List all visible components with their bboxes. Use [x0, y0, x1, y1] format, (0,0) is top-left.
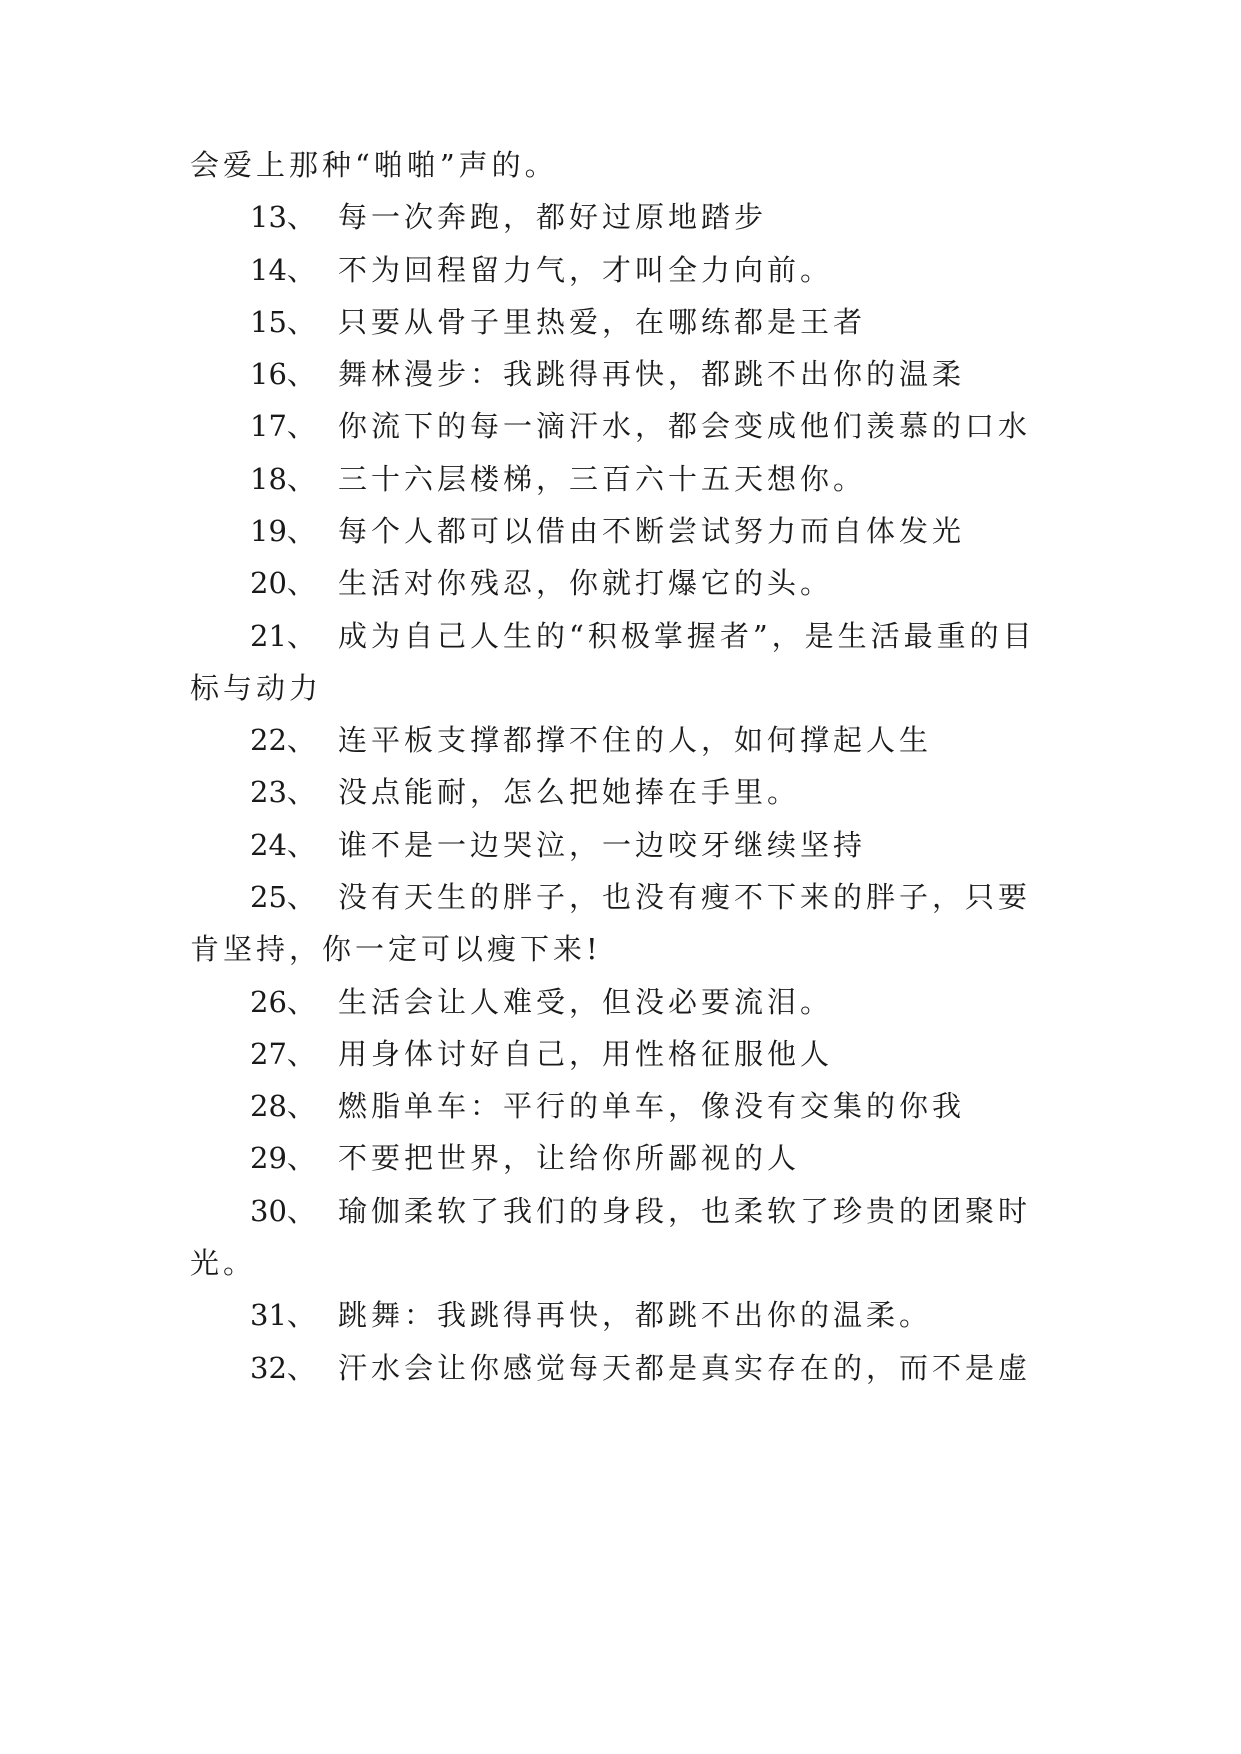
- item-number: 24、: [250, 828, 316, 862]
- item-number: 17、: [250, 409, 316, 443]
- item-text: 不为回程留力气，才叫全力向前。: [338, 253, 834, 287]
- item-number: 13、: [250, 200, 316, 234]
- item-text: 跳舞：我跳得再快，都跳不出你的温柔。: [338, 1298, 933, 1332]
- item-text: 舞林漫步：我跳得再快，都跳不出你的温柔: [338, 357, 966, 391]
- paragraph-continuation: 光。: [190, 1246, 257, 1280]
- item-text: 瑜伽柔软了我们的身段，也柔软了珍贵的团聚时: [338, 1194, 1032, 1228]
- item-number: 25、: [250, 880, 316, 914]
- item-text: 生活对你残忍，你就打爆它的头。: [338, 566, 834, 600]
- item-text: 只要从骨子里热爱，在哪练都是王者: [338, 305, 867, 339]
- item-number: 29、: [250, 1141, 316, 1175]
- item-number: 22、: [250, 723, 316, 757]
- item-number: 27、: [250, 1037, 316, 1071]
- item-text: 连平板支撑都撑不住的人，如何撑起人生: [338, 723, 933, 757]
- item-number: 21、: [250, 619, 316, 653]
- item-number: 20、: [250, 566, 316, 600]
- item-text: 没点能耐，怎么把她捧在手里。: [338, 775, 801, 809]
- item-number: 23、: [250, 775, 316, 809]
- paragraph-continuation: 会爱上那种“啪啪”声的。: [190, 148, 558, 182]
- item-text: 用身体讨好自己，用性格征服他人: [338, 1037, 834, 1071]
- item-text: 燃脂单车：平行的单车，像没有交集的你我: [338, 1089, 966, 1123]
- item-number: 26、: [250, 985, 316, 1019]
- item-number: 14、: [250, 253, 316, 287]
- item-number: 16、: [250, 357, 316, 391]
- item-text: 三十六层楼梯，三百六十五天想你。: [338, 462, 867, 496]
- item-number: 30、: [250, 1194, 316, 1228]
- item-number: 28、: [250, 1089, 316, 1123]
- item-number: 19、: [250, 514, 316, 548]
- item-number: 31、: [250, 1298, 316, 1332]
- item-number: 32、: [250, 1351, 316, 1385]
- item-number: 18、: [250, 462, 316, 496]
- item-text: 谁不是一边哭泣，一边咬牙继续坚持: [338, 828, 867, 862]
- item-text: 生活会让人难受，但没必要流泪。: [338, 985, 834, 1019]
- item-text: 不要把世界，让给你所鄙视的人: [338, 1141, 801, 1175]
- item-text: 每个人都可以借由不断尝试努力而自体发光: [338, 514, 966, 548]
- item-text: 汗水会让你感觉每天都是真实存在的，而不是虚: [338, 1351, 1032, 1385]
- item-text: 成为自己人生的“积极掌握者”，是生活最重的目: [338, 619, 1036, 653]
- item-number: 15、: [250, 305, 316, 339]
- item-text: 你流下的每一滴汗水，都会变成他们羡慕的口水: [338, 409, 1032, 443]
- paragraph-continuation: 标与动力: [190, 671, 323, 705]
- paragraph-continuation: 肯坚持，你一定可以瘦下来!: [190, 932, 602, 966]
- item-text: 每一次奔跑，都好过原地踏步: [338, 200, 768, 234]
- item-text: 没有天生的胖子，也没有瘦不下来的胖子，只要: [338, 880, 1032, 914]
